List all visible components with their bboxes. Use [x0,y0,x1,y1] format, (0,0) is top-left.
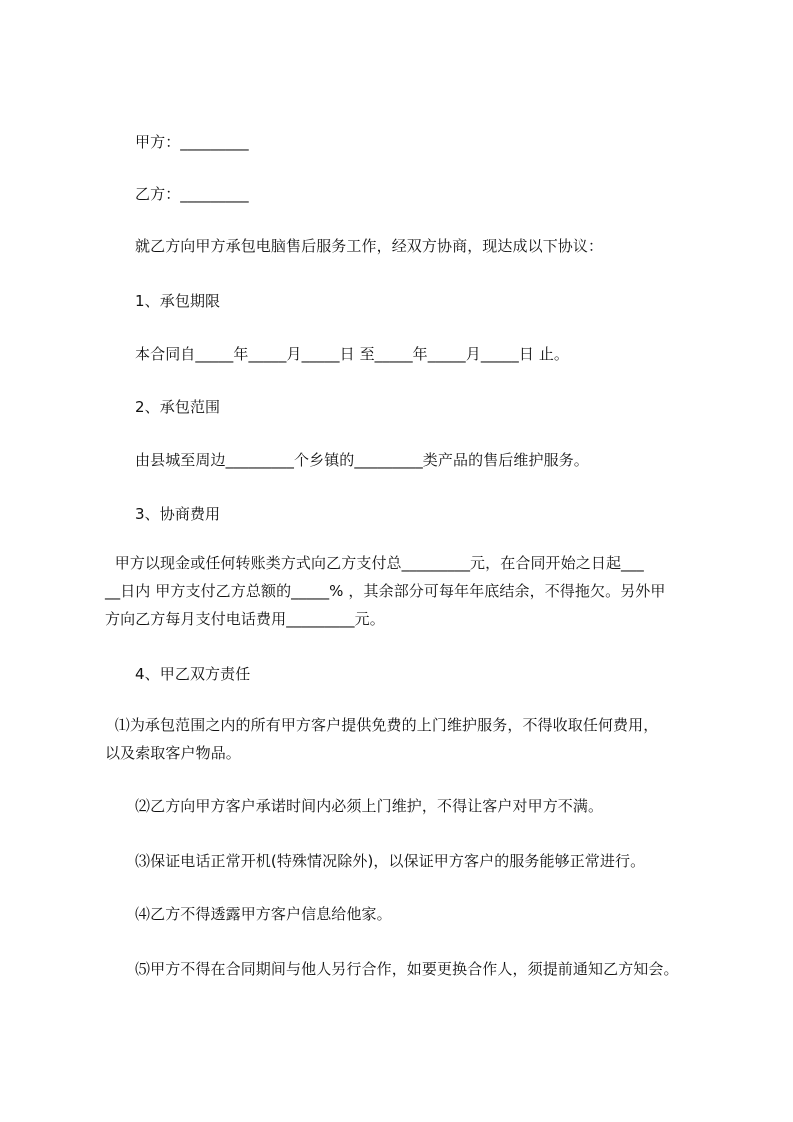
section-2-heading: 2、承包范围 [135,398,221,416]
section-1-heading: 1、承包期限 [135,292,221,310]
section-3-heading: 3、协商费用 [135,505,221,523]
duty-item-4: ⑷乙方不得透露甲方客户信息给他家。 [135,905,392,923]
party-a-line: 甲方：_________ [135,133,249,151]
duty-item-3: ⑶保证电话正常开机(特殊情况除外)，以保证甲方客户的服务能够正常进行。 [135,852,646,870]
section-3-body-line-3: 方向乙方每月支付电话费用_________元。 [105,610,385,628]
section-3-body-line-2: __日内 甲方支付乙方总额的_____% ，其余部分可每年年底结余，不得拖欠。另外甲 [105,582,666,600]
section-1-body: 本合同自_____年_____月_____日 至_____年_____月_____日 止。 [135,345,570,363]
duty-item-5: ⑸甲方不得在合同期间与他人另行合作，如要更换合作人，须提前通知乙方知会。 [135,960,679,978]
duty-item-1-line-1: ⑴为承包范围之内的所有甲方客户提供免费的上门维护服务，不得收取任何费用， [105,716,659,734]
intro-paragraph: 就乙方向甲方承包电脑售后服务工作，经双方协商，现达成以下协议： [135,237,604,255]
duty-item-2: ⑵乙方向甲方客户承诺时间内必须上门维护，不得让客户对甲方不满。 [135,797,604,815]
section-4-heading: 4、甲乙双方责任 [135,665,251,683]
section-3-body-line-1: 甲方以现金或任何转账类方式向乙方支付总_________元，在合同开始之日起___ [105,554,644,572]
duty-item-1-line-2: 以及索取客户物品。 [105,744,241,762]
party-b-line: 乙方：_________ [135,185,249,203]
section-2-body: 由县城至周边_________个乡镇的_________类产品的售后维护服务。 [135,451,589,469]
